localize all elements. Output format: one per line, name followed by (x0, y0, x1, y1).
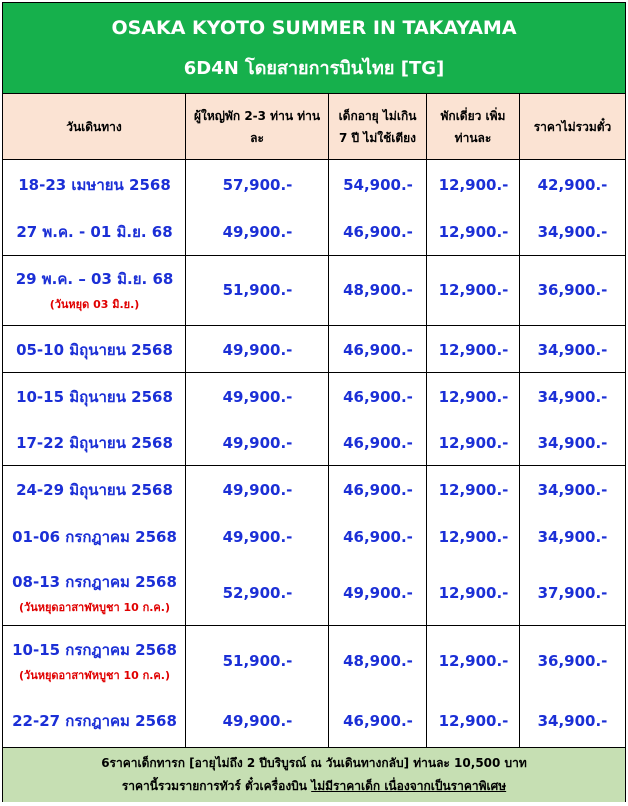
group-divider (3, 325, 625, 326)
adult-price: 49,900.- (222, 223, 293, 241)
header-no-ticket: ราคาไม่รวมตั๋ว (520, 94, 625, 160)
holiday-note: (วันหยุด 03 มิ.ย.) (49, 298, 140, 311)
child-price: 46,900.- (343, 434, 413, 452)
travel-date-cell (3, 257, 186, 323)
table-row (3, 698, 625, 744)
travel-date-cell (3, 209, 186, 255)
single-price: 12,900.- (438, 528, 509, 546)
adult-price: 49,900.- (222, 528, 293, 546)
footer-infant-note: 6ราคาเด็กทารก [อายุไม่ถึง 2 ปีบริบูรณ์ ณ วันเดินทางกลับ] ท่านละ 10,500 บาท (101, 756, 527, 770)
travel-date: 18-23 เมษายน 2568 (18, 176, 171, 194)
table-row (3, 467, 625, 513)
child-price: 46,900.- (343, 223, 413, 241)
child-price: 46,900.- (343, 712, 413, 730)
child-price: 46,900.- (343, 528, 413, 546)
single-price: 12,900.- (438, 434, 509, 452)
travel-date: 29 พ.ค. – 03 มิ.ย. 68 (15, 270, 174, 288)
group-divider (3, 465, 625, 466)
travel-date: 24-29 มิถุนายน 2568 (16, 481, 173, 499)
travel-date: 08-13 กรกฎาคม 2568 (12, 573, 177, 591)
adult-price: 49,900.- (222, 388, 293, 406)
travel-date-cell (3, 698, 186, 744)
noticket-price: 34,900.- (537, 341, 608, 359)
table-row (3, 374, 625, 420)
single-price: 12,900.- (438, 223, 509, 241)
group-divider (3, 255, 625, 256)
header-child: เด็กอายุ ไม่เกิน 7 ปี ไม่ใช้เตียง (329, 94, 427, 160)
holiday-note: (วันหยุดอาสาฬหบูชา 10 ก.ค.) (18, 669, 170, 682)
table-row (3, 257, 625, 323)
travel-date-cell (3, 627, 186, 695)
child-price: 46,900.- (343, 481, 413, 499)
child-price: 54,900.- (343, 176, 413, 194)
single-price: 12,900.- (438, 176, 509, 194)
travel-date: 27 พ.ค. - 01 มิ.ย. 68 (16, 223, 173, 241)
noticket-price: 34,900.- (537, 712, 608, 730)
table-row (3, 327, 625, 373)
single-price: 12,900.- (438, 388, 509, 406)
header-adult: ผู้ใหญ่พัก 2-3 ท่าน ท่านละ (186, 94, 329, 160)
table-row (3, 421, 625, 465)
travel-date-cell (3, 162, 186, 208)
child-price: 48,900.- (343, 281, 413, 299)
adult-price: 51,900.- (222, 652, 293, 670)
noticket-price: 34,900.- (537, 528, 608, 546)
travel-date-cell (3, 374, 186, 420)
single-price: 12,900.- (438, 712, 509, 730)
noticket-price: 34,900.- (537, 223, 608, 241)
adult-price: 57,900.- (222, 176, 293, 194)
travel-date-cell (3, 562, 186, 624)
table-row (3, 514, 625, 560)
travel-date: 17-22 มิถุนายน 2568 (16, 434, 173, 452)
table-row (3, 209, 625, 255)
child-price: 46,900.- (343, 388, 413, 406)
footer-inclusion-text: ราคานี้รวมรายการทัวร์ ตั๋วเครื่องบิน (121, 779, 312, 793)
title-line-2: 6D4N โดยสายการบินไทย [TG] (183, 58, 445, 79)
travel-date: 22-27 กรกฎาคม 2568 (12, 712, 177, 730)
adult-price: 49,900.- (222, 481, 293, 499)
title-line-1: OSAKA KYOTO SUMMER IN TAKAYAMA (111, 17, 517, 39)
table-row (3, 162, 625, 208)
travel-date: 05-10 มิถุนายน 2568 (16, 341, 173, 359)
adult-price: 52,900.- (222, 584, 293, 602)
adult-price: 51,900.- (222, 281, 293, 299)
travel-date: 10-15 กรกฎาคม 2568 (12, 641, 177, 659)
noticket-price: 36,900.- (537, 281, 608, 299)
child-price: 46,900.- (343, 341, 413, 359)
adult-price: 49,900.- (222, 341, 293, 359)
single-price: 12,900.- (438, 652, 509, 670)
noticket-price: 34,900.- (537, 434, 608, 452)
noticket-price: 36,900.- (537, 652, 608, 670)
single-price: 12,900.- (438, 341, 509, 359)
travel-date-cell (3, 327, 186, 373)
noticket-price: 42,900.- (537, 176, 608, 194)
noticket-price: 34,900.- (537, 388, 608, 406)
adult-price: 49,900.- (222, 712, 293, 730)
price-table (2, 2, 626, 802)
single-price: 12,900.- (438, 481, 509, 499)
footer-no-child-price: ไม่มีราคาเด็ก เนื่องจากเป็นราคาพิเศษ (311, 779, 507, 793)
single-price: 12,900.- (438, 584, 509, 602)
travel-date-cell (3, 514, 186, 560)
group-divider (3, 625, 625, 626)
footer-inclusion-note (3, 777, 625, 796)
table-footer (3, 747, 625, 802)
holiday-note: (วันหยุดอาสาฬหบูชา 10 ก.ค.) (18, 601, 170, 614)
header-single: พักเดี่ยว เพิ่ม ท่านละ (427, 94, 520, 160)
noticket-price: 37,900.- (537, 584, 608, 602)
travel-date: 10-15 มิถุนายน 2568 (16, 388, 173, 406)
adult-price: 49,900.- (222, 434, 293, 452)
header-date: วันเดินทาง (3, 94, 186, 160)
table-title (3, 3, 625, 94)
travel-date-cell (3, 467, 186, 513)
travel-date-cell (3, 421, 186, 465)
noticket-price: 34,900.- (537, 481, 608, 499)
single-price: 12,900.- (438, 281, 509, 299)
child-price: 49,900.- (343, 584, 413, 602)
child-price: 48,900.- (343, 652, 413, 670)
table-row (3, 627, 625, 695)
table-row (3, 562, 625, 624)
travel-date: 01-06 กรกฎาคม 2568 (12, 528, 177, 546)
